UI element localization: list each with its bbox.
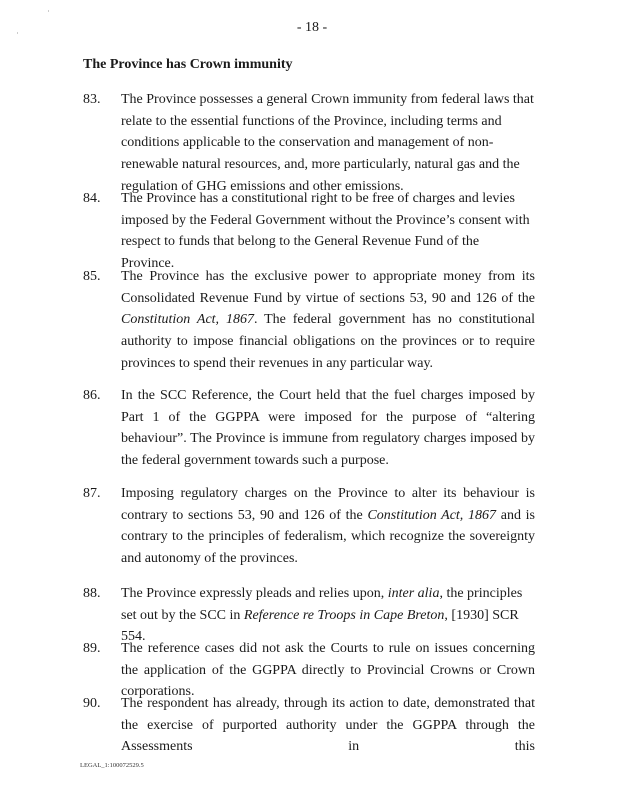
- text-segment: The respondent has already, through its action to date, demonstrated that the exercise of purported authority under the GGPPA through the Assessments in this: [121, 696, 535, 755]
- section-heading: The Province has Crown immunity: [83, 57, 293, 72]
- paragraph-87: [83, 483, 535, 570]
- italic-citation: inter alia: [387, 586, 440, 601]
- paragraph-84: [83, 188, 535, 275]
- paragraph-text: [121, 89, 535, 198]
- paragraph-number: 86.: [83, 388, 101, 403]
- text-segment: . The federal government has no constitutional authority to impose financial obligations on the provinces or to require provinces to spend their revenues in any particular way.: [121, 312, 535, 371]
- document-id-footer: LEGAL_1:100072529.5: [80, 762, 144, 769]
- scan-speck: [48, 10, 49, 12]
- paragraph-90: [83, 693, 535, 758]
- italic-citation: Reference re Troops in Cape Breton: [243, 607, 445, 623]
- text-segment: , the principles set out by the SCC in: [121, 586, 523, 623]
- text-segment: In the SCC Reference, the Court held that the fuel charges imposed by Part 1 of the GGPPA were imposed for the purpose of “altering behaviour”. The Province is immune from regulatory charges imposed by the federal government towards such a purpose.: [121, 388, 535, 469]
- page-number: - 18 -: [296, 20, 328, 35]
- text-segment: Imposing regulatory charges on the Province to alter its behaviour is contrary to sections 53, 90 and 126 of the: [121, 486, 535, 523]
- text-segment: The Province has the exclusive power to appropriate money from its Consolidated Revenue Fund by virtue of sections 53, 90 and 126 of the: [121, 269, 535, 306]
- italic-citation: Constitution Act, 1867: [121, 312, 254, 328]
- paragraph-85: [83, 266, 535, 375]
- text-segment: and is contrary to the principles of federalism, which recognize the sovereignty and autonomy of the provinces.: [121, 507, 535, 567]
- text-segment: The reference cases did not ask the Courts to rule on issues concerning the application of the GGPPA directly to Provincial Crowns or Crown corporations.: [121, 641, 535, 700]
- paragraph-number: 90.: [83, 696, 101, 711]
- paragraph-number: 88.: [83, 586, 101, 601]
- italic-citation: Constitution Act, 1867: [367, 507, 497, 523]
- paragraph-text: [121, 483, 535, 570]
- paragraph-number: 87.: [83, 486, 101, 501]
- paragraph-text: [121, 693, 535, 758]
- paragraph-number: 84.: [83, 191, 101, 206]
- paragraph-text: [121, 266, 535, 375]
- paragraph-text: [121, 385, 535, 472]
- text-segment: The Province has a constitutional right to be free of charges and levies imposed by the Federal Government without the Province’s consent with respect to funds that belong to the General Revenue Fund of the Province.: [121, 191, 530, 272]
- text-segment: , [1930] SCR 554.: [121, 607, 519, 645]
- paragraph-number: 85.: [83, 269, 101, 284]
- text-segment: The Province possesses a general Crown immunity from federal laws that relate to the essential functions of the Province, including terms and conditions applicable to the conservation and management of non-renewable natural resources, and, more particularly, natural gas and the regulation of GHG emissions and other emissions.: [121, 92, 534, 194]
- paragraph-number: 89.: [83, 641, 101, 656]
- paragraph-86: [83, 385, 535, 472]
- paragraph-83: [83, 89, 535, 198]
- paragraph-number: 83.: [83, 92, 101, 107]
- text-segment: The Province expressly pleads and relies upon,: [121, 586, 388, 601]
- paragraph-text: [121, 188, 535, 275]
